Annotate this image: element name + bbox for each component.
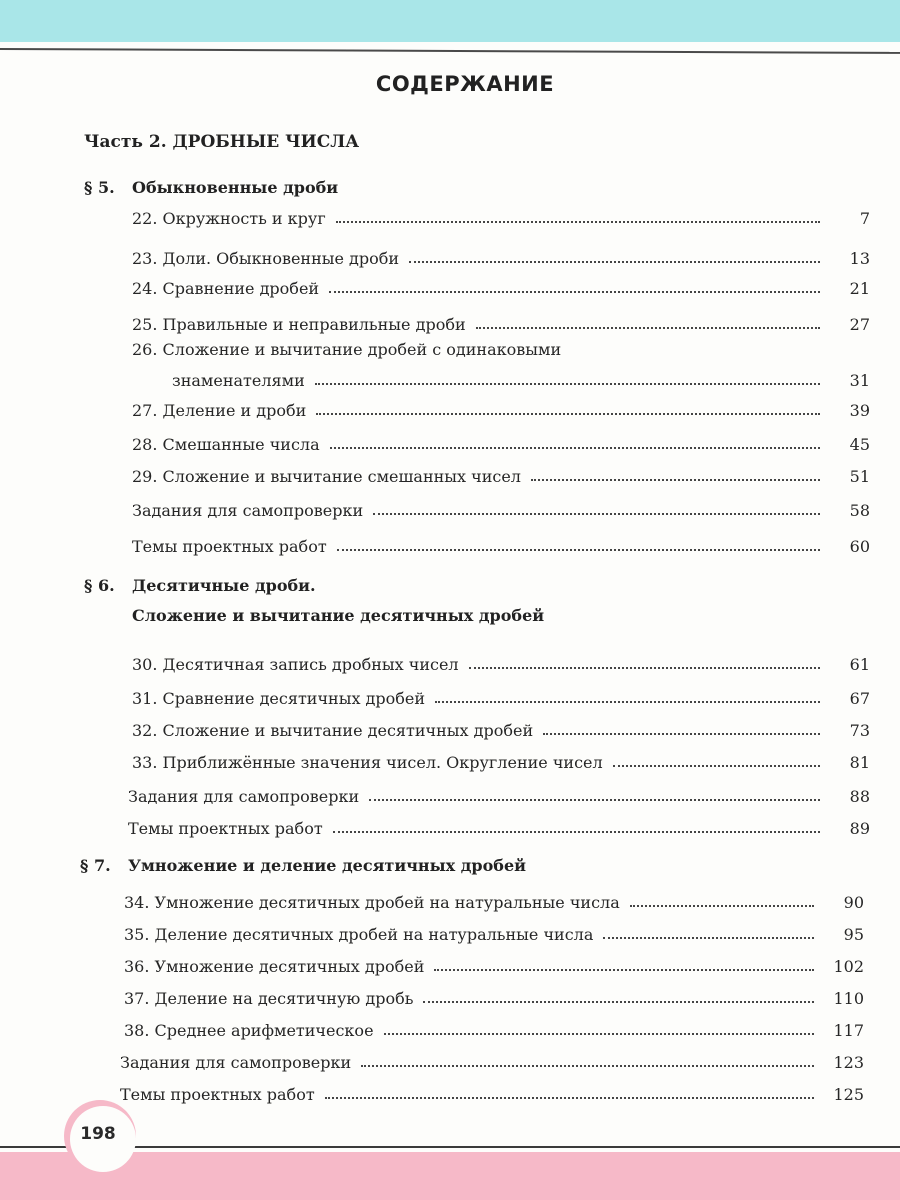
leader-dots (384, 1033, 814, 1035)
leader-dots (543, 733, 820, 735)
leader-dots (333, 831, 820, 833)
section-heading-5 (84, 178, 338, 197)
toc-entry[interactable]: 31. Сравнение десятичных дробей 67 (132, 689, 870, 708)
toc-entry[interactable]: Темы проектных работ 125 (120, 1085, 864, 1104)
leader-dots (369, 799, 820, 801)
page-ref: 27 (849, 315, 870, 334)
bottom-color-band (0, 1152, 900, 1200)
section-title: Обыкновенные дроби (132, 178, 339, 197)
toc-entry[interactable]: Задания для самопроверки 58 (132, 501, 870, 520)
leader-dots (435, 701, 820, 703)
top-color-band (0, 0, 900, 42)
page-ref: 45 (849, 435, 870, 454)
toc-entry[interactable]: 27. Деление и дроби 39 (132, 401, 870, 420)
page-ref: 13 (849, 249, 870, 268)
page-ref: 31 (849, 371, 870, 390)
leader-dots (330, 447, 820, 449)
leader-dots (603, 937, 814, 939)
toc-entry[interactable]: 33. Приближённые значения чисел. Округление чисел 81 (132, 753, 870, 772)
section-number: § 6. (84, 576, 115, 595)
section-number: § 7. (80, 856, 111, 875)
page-ref: 61 (849, 655, 870, 674)
toc-entry[interactable]: знаменателями 31 (172, 371, 870, 390)
leader-dots (316, 413, 820, 415)
toc-entry[interactable]: 22. Окружность и круг 7 (132, 209, 870, 228)
toc-entry[interactable]: 37. Деление на десятичную дробь 110 (124, 989, 864, 1008)
toc-entry[interactable]: 35. Деление десятичных дробей на натуральные числа 95 (124, 925, 864, 944)
leader-dots (630, 905, 814, 907)
toc-entry[interactable]: 24. Сравнение дробей 21 (132, 279, 870, 298)
section-heading-6 (84, 576, 316, 595)
leader-dots (531, 479, 820, 481)
section-title: Десятичные дроби. (132, 576, 316, 595)
leader-dots (336, 221, 820, 223)
toc-entry[interactable]: 30. Десятичная запись дробных чисел 61 (132, 655, 870, 674)
page-ref: 60 (849, 537, 870, 556)
top-rule (0, 48, 900, 54)
leader-dots (361, 1065, 814, 1067)
page-ref: 7 (859, 209, 870, 228)
page-title: СОДЕРЖАНИЕ (375, 72, 555, 96)
leader-dots (409, 261, 820, 263)
leader-dots (476, 327, 820, 329)
page-ref: 73 (849, 721, 870, 740)
page-ref: 95 (843, 925, 864, 944)
page-ref: 21 (849, 279, 870, 298)
toc-entry[interactable]: Темы проектных работ 89 (128, 819, 870, 838)
section-title: Умножение и деление десятичных дробей (128, 856, 526, 875)
page-ref: 39 (849, 401, 870, 420)
leader-dots (613, 765, 820, 767)
toc-entry[interactable]: Темы проектных работ 60 (132, 537, 870, 556)
page-ref: 110 (833, 989, 864, 1008)
leader-dots (469, 667, 820, 669)
toc-entry[interactable]: 23. Доли. Обыкновенные дроби 13 (132, 249, 870, 268)
page-number: 198 (80, 1124, 116, 1144)
toc-entry[interactable]: 29. Сложение и вычитание смешанных чисел 51 (132, 467, 870, 486)
toc-entry[interactable]: Задания для самопроверки 123 (120, 1053, 864, 1072)
leader-dots (373, 513, 820, 515)
page-ref: 90 (843, 893, 864, 912)
section-number: § 5. (84, 178, 115, 197)
section-subtitle: Сложение и вычитание десятичных дробей (132, 606, 545, 625)
page-ref: 123 (833, 1053, 864, 1072)
toc-entry[interactable]: 36. Умножение десятичных дробей 102 (124, 957, 864, 976)
leader-dots (434, 969, 814, 971)
toc-entry[interactable]: 28. Смешанные числа 45 (132, 435, 870, 454)
toc-entry[interactable]: Задания для самопроверки 88 (128, 787, 870, 806)
toc-entry[interactable]: 38. Среднее арифметическое 117 (124, 1021, 864, 1040)
toc-entry[interactable]: 25. Правильные и неправильные дроби 27 (132, 315, 870, 334)
page-ref: 67 (849, 689, 870, 708)
section-heading-7 (80, 856, 526, 875)
page-ref: 89 (849, 819, 870, 838)
toc-entry-line1: 26. Сложение и вычитание дробей с одинаковыми (132, 340, 562, 359)
page-ref: 81 (849, 753, 870, 772)
leader-dots (315, 383, 820, 385)
leader-dots (423, 1001, 814, 1003)
page-ref: 117 (833, 1021, 864, 1040)
leader-dots (337, 549, 820, 551)
toc-entry[interactable]: 34. Умножение десятичных дробей на натуральные числа 90 (124, 893, 864, 912)
page-ref: 58 (849, 501, 870, 520)
page-ref: 88 (849, 787, 870, 806)
leader-dots (325, 1097, 814, 1099)
leader-dots (329, 291, 820, 293)
part-title: Часть 2. ДРОБНЫЕ ЧИСЛА (84, 132, 360, 152)
page-ref: 102 (833, 957, 864, 976)
toc-entry[interactable]: 32. Сложение и вычитание десятичных дробей 73 (132, 721, 870, 740)
page-ref: 125 (833, 1085, 864, 1104)
page-ref: 51 (849, 467, 870, 486)
